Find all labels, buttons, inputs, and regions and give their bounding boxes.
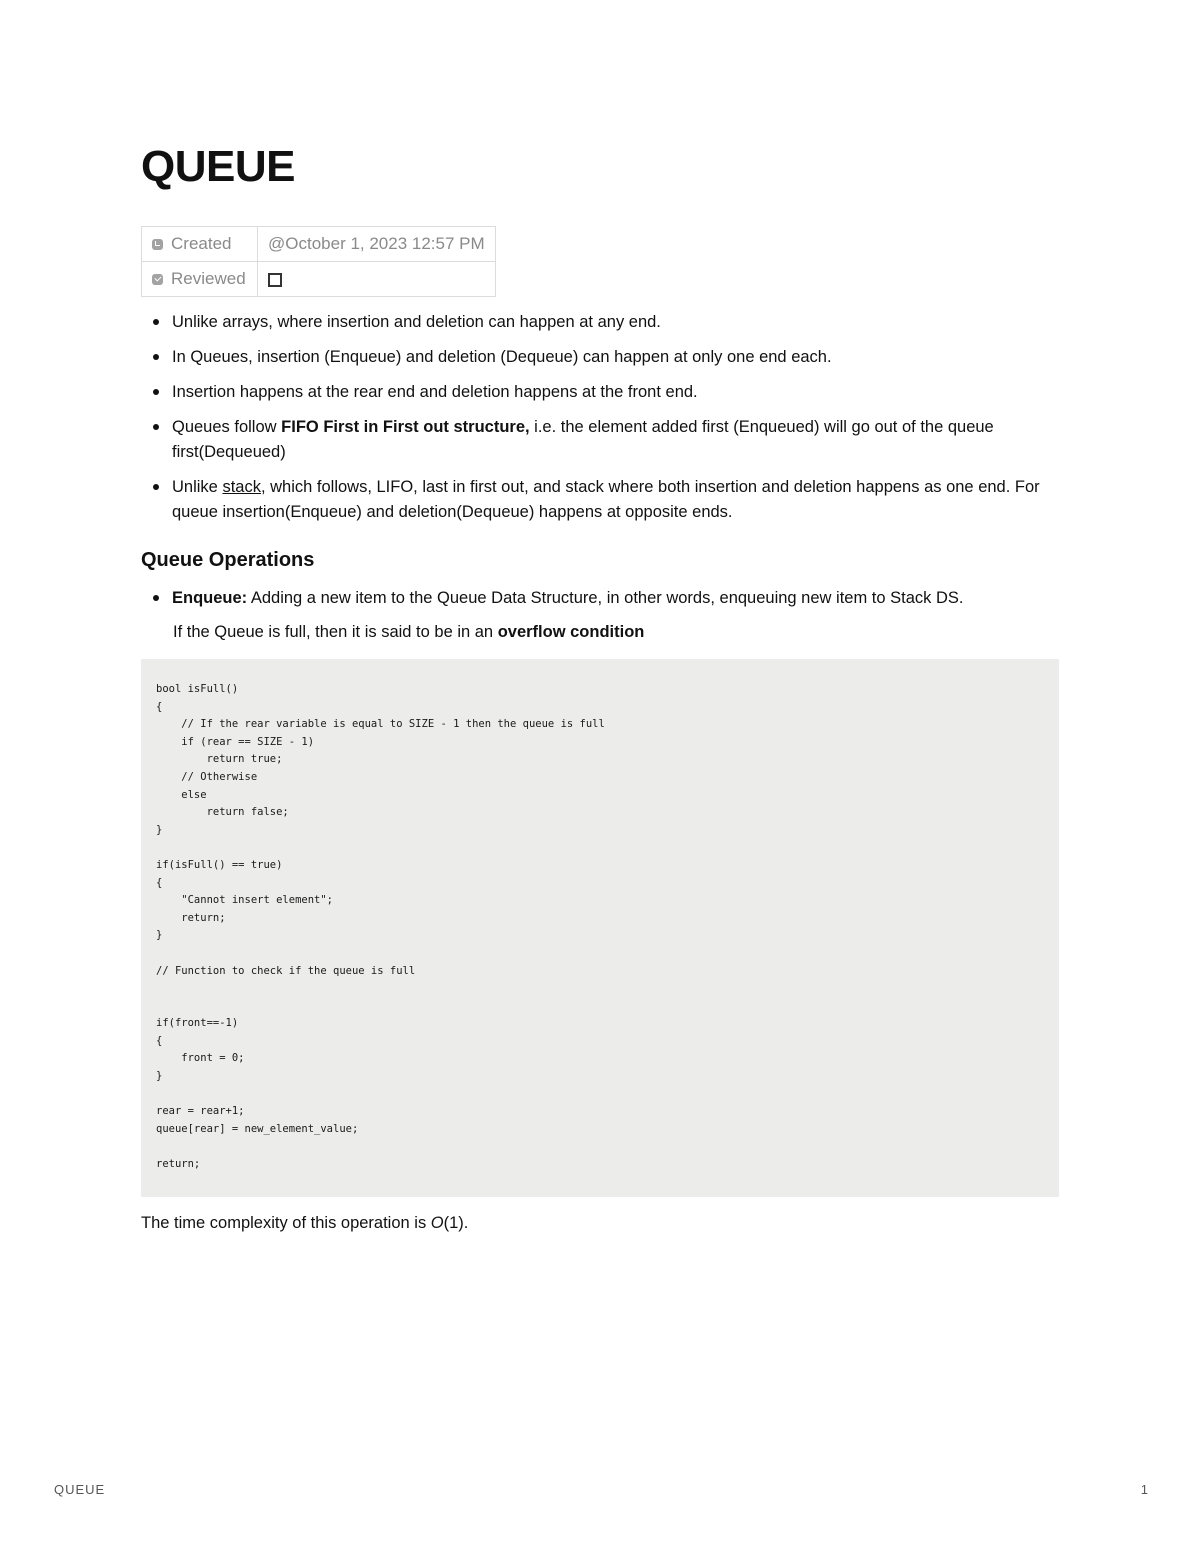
bullet-text: Unlike [172, 478, 223, 496]
page-title: QUEUE [141, 142, 295, 191]
intro-bullet-list [141, 310, 1041, 535]
checkbox-property-icon [152, 274, 163, 285]
complexity-pre: The time complexity of this operation is [141, 1214, 431, 1232]
created-label: Created [171, 234, 232, 253]
reviewed-label: Reviewed [171, 269, 246, 288]
operation-name: Enqueue: [172, 589, 248, 607]
complexity-text [141, 1211, 468, 1236]
note-text: If the Queue is full, then it is said to be in an [173, 623, 498, 641]
properties-table [141, 226, 496, 297]
property-row-created [142, 227, 496, 262]
bullet-text: Insertion happens at the rear end and deletion happens at the front end. [172, 383, 698, 401]
created-value: @October 1, 2023 12:57 PM [258, 227, 496, 262]
operations-list [141, 586, 1041, 611]
stack-link[interactable]: stack [222, 478, 261, 496]
operation-description: Adding a new item to the Queue Data Structure, in other words, enqueuing new item to Stack DS. [247, 589, 964, 607]
list-item [141, 586, 1041, 611]
bullet-text: Unlike arrays, where insertion and deletion can happen at any end. [172, 313, 661, 331]
bullet-text: i.e. the element added first (Enqueued) will go out of the queue first(Dequeued) [172, 418, 994, 461]
bullet-text: In Queues, insertion (Enqueue) and deletion (Dequeue) can happen at only one end each. [172, 348, 832, 366]
reviewed-checkbox[interactable] [268, 273, 282, 287]
complexity-big-o: O [430, 1214, 444, 1232]
list-item [141, 310, 1041, 335]
enqueue-note [173, 620, 644, 645]
note-bold-text: overflow condition [497, 623, 645, 641]
reviewed-value [258, 262, 496, 297]
bullet-bold-text: FIFO First in First out structure, [281, 418, 530, 436]
list-item [141, 380, 1041, 405]
code-block [141, 659, 1059, 1197]
code-text: bool isFull() { // If the rear variable is equal to SIZE - 1 then the queue is full if (rear == SIZE - 1) return true; // Otherwise else return false; } if(isFull() == true) { "Cannot insert element"; return; } // Function to check if the queue is full if(front==-1) { front = 0; } rear = rear+1; queue[rear] = new_element_value; return; [156, 683, 605, 1171]
list-item [141, 345, 1041, 370]
list-item [141, 415, 1041, 465]
bullet-text: , which follows, LIFO, last in first out, and stack where both insertion and deletion happens as one end. For queue insertion(Enqueue) and deletion(Dequeue) happens at opposite ends. [172, 478, 1040, 521]
section-heading: Queue Operations [141, 549, 315, 571]
clock-icon [152, 239, 163, 250]
property-key-reviewed [142, 262, 258, 297]
page-number: 1 [1140, 1482, 1148, 1497]
property-key-created [142, 227, 258, 262]
complexity-post: (1). [443, 1214, 469, 1232]
footer-title: QUEUE [54, 1482, 106, 1497]
property-row-reviewed [142, 262, 496, 297]
list-item [141, 475, 1041, 525]
bullet-text: Queues follow [172, 418, 282, 436]
